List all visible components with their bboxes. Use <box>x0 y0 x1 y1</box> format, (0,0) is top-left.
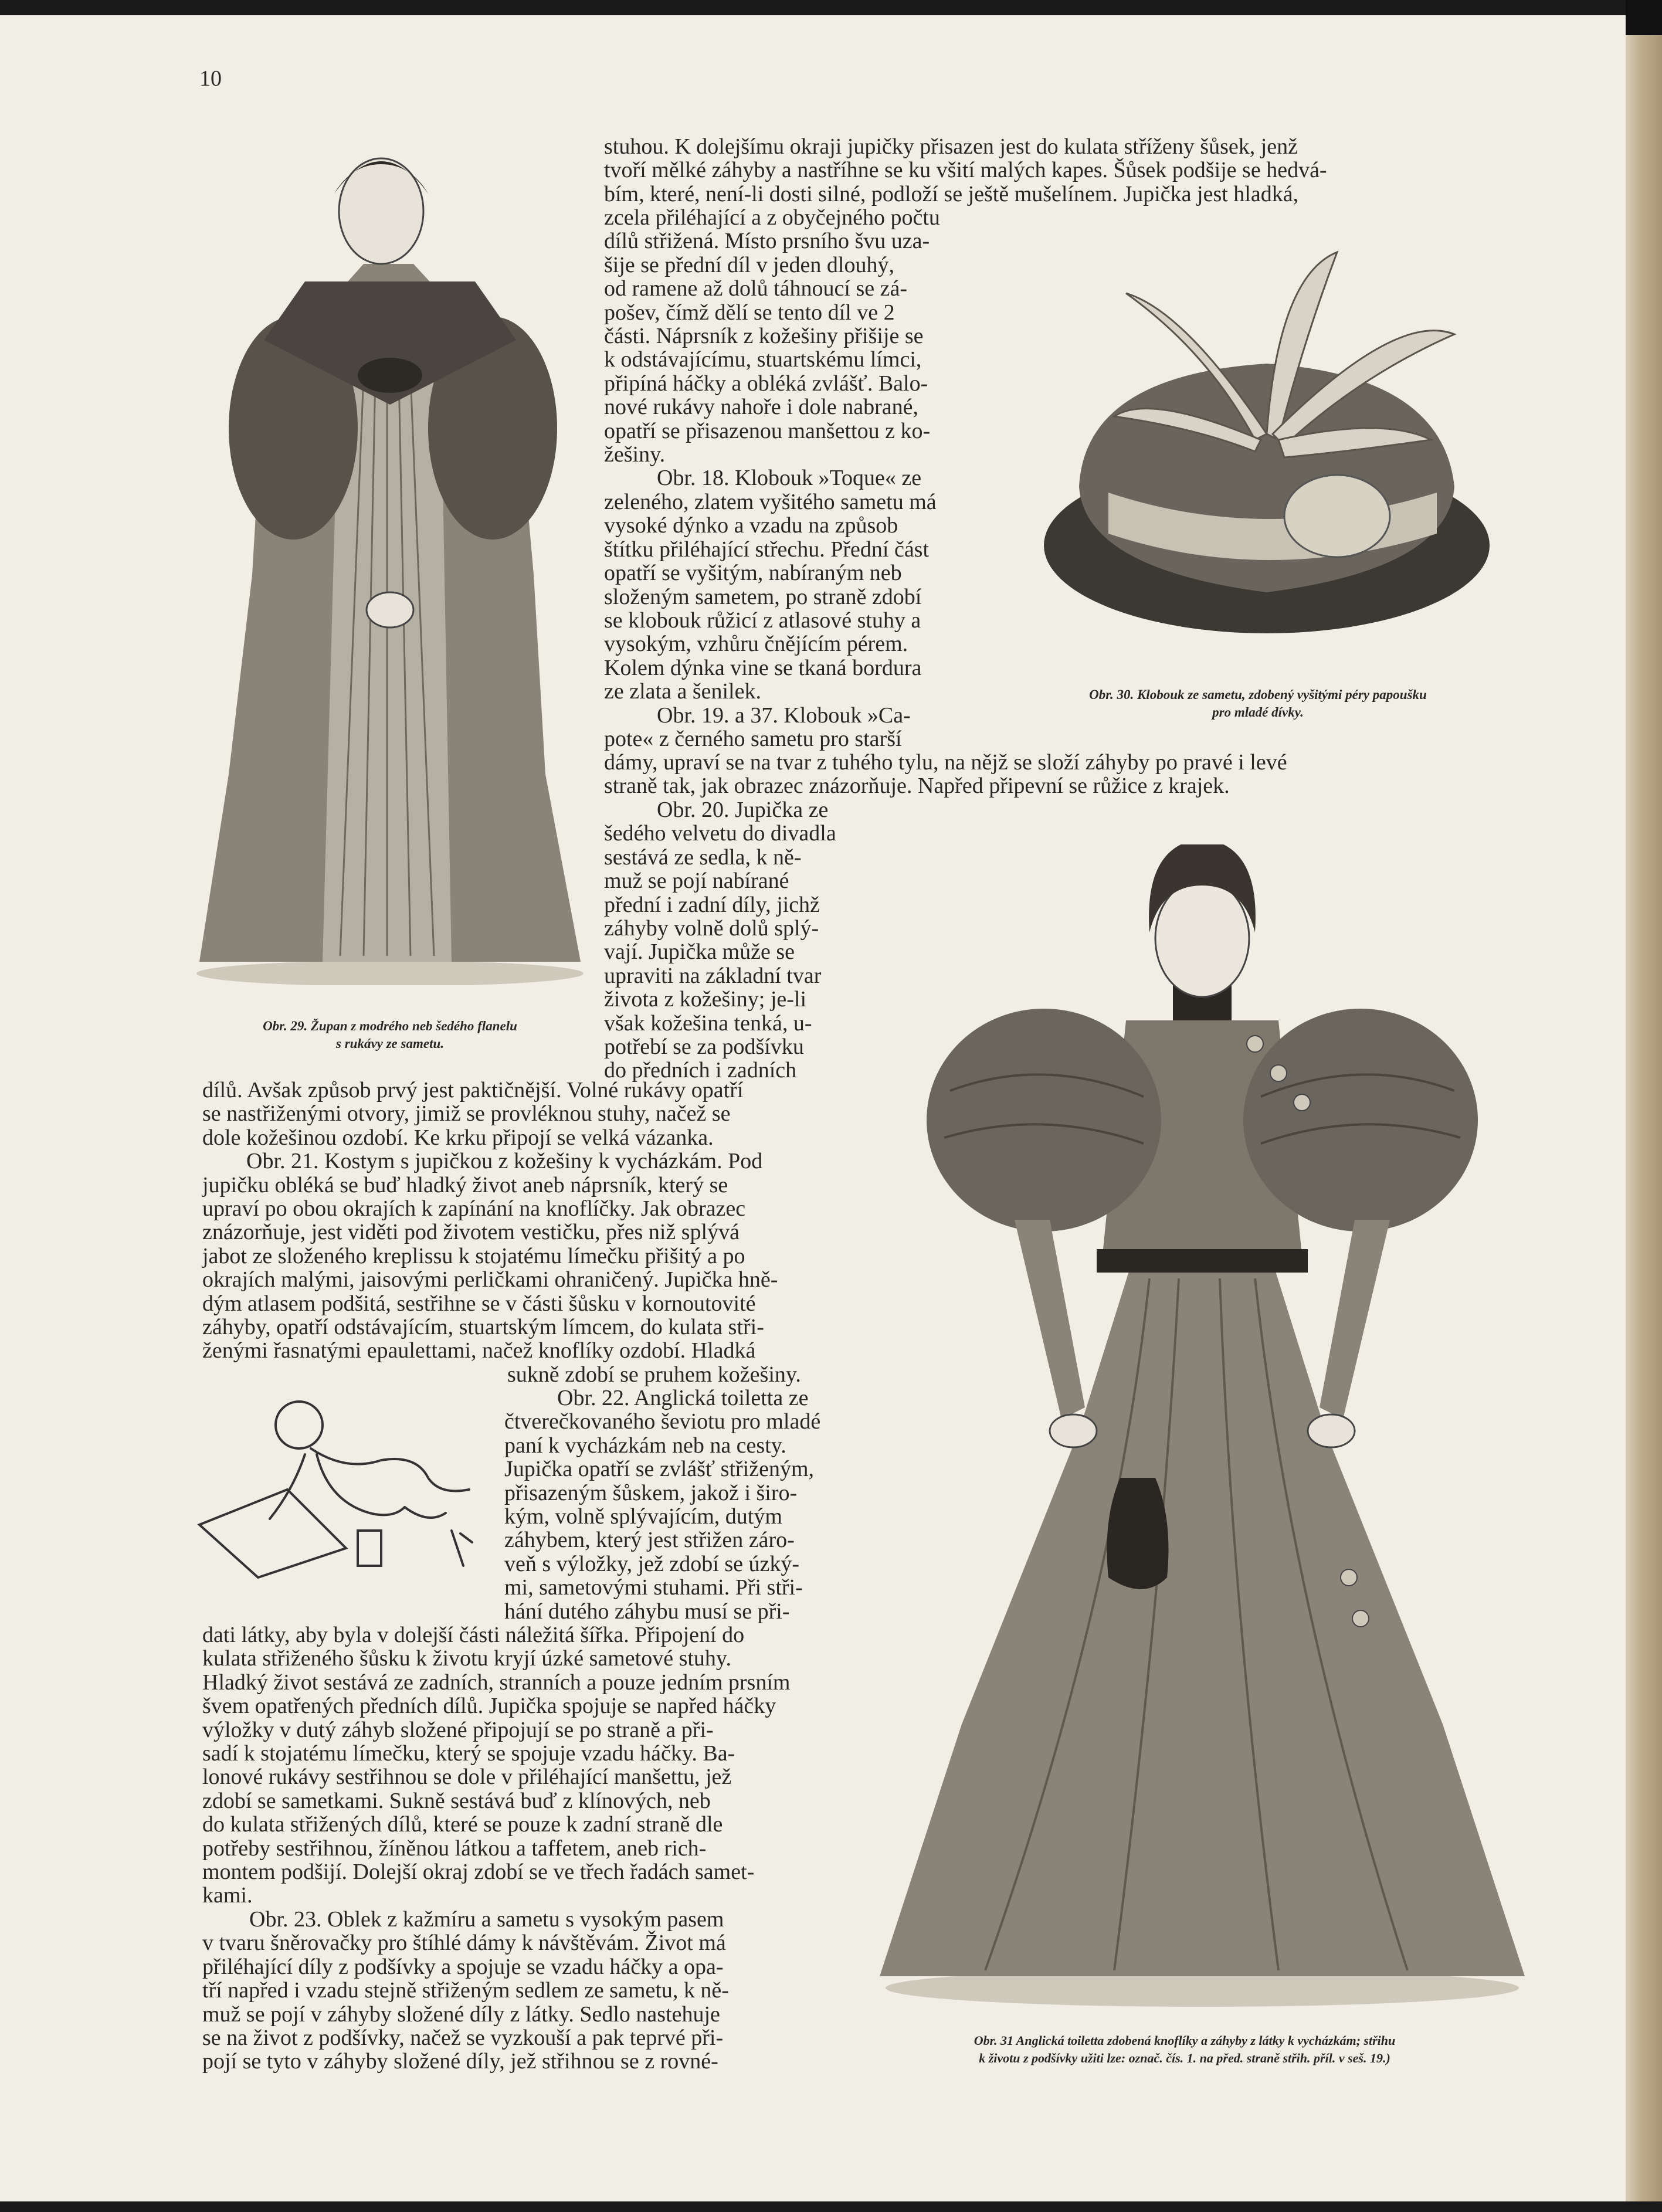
page-corner <box>1626 0 1662 35</box>
text-line: mi, sametovými stuhami. Při stři- <box>504 1575 803 1600</box>
text-line: čtverečkovaného ševiotu pro mladé <box>504 1409 821 1434</box>
text-full2 <box>604 751 1487 798</box>
text-line: však kožešina tenká, u- <box>604 1010 812 1036</box>
text-line: znázorňuje, jest viděti pod životem vestičku, přes niž splývá <box>202 1220 740 1245</box>
text-line: se klobouk růžicí z atlasové stuhy a <box>604 608 921 633</box>
text-line: Kolem dýnka vine se tkaná bordura <box>604 655 922 680</box>
text-line: dole kožešinou ozdobí. Ke krku připojí se velká vázanka. <box>202 1125 714 1150</box>
text-line: kým, volně splývajícím, dutým <box>504 1504 782 1529</box>
text-line: sukně zdobí se pruhem kožešiny. <box>507 1362 801 1387</box>
text-bottom-left <box>202 1623 856 2074</box>
text-line: výložky v dutý záhyb složené připojují se po straně a při- <box>202 1717 714 1742</box>
text-line: tvoří mělké záhyby a nastříhne se ku všití malých kapes. Šůsek podšije se hedvá- <box>604 158 1327 183</box>
text-line: záhybem, který jest střižen záro- <box>504 1528 795 1553</box>
text-line: k odstávajícímu, stuartskému límci, <box>604 347 922 372</box>
text-line: žešiny. <box>604 442 666 467</box>
figure-30-hat <box>1032 240 1490 651</box>
page-top-edge <box>0 0 1662 15</box>
text-line: straně tak, jak obrazec znázorňuje. Napřed připevní se růžice z krajek. <box>604 773 1230 799</box>
figure-child-sketch <box>194 1390 498 1583</box>
text-line: kami. <box>202 1883 253 1908</box>
text-line: ženými řasnatými epaulettami, načež knoflíky ozdobí. Hladká <box>202 1338 756 1363</box>
text-line: zcela přiléhající a z obyčejného počtu <box>604 205 940 230</box>
text-line: v tvaru šněrovačky pro štíhlé dámy k návštěvám. Život má <box>202 1931 726 1956</box>
text-line: vají. Jupička může se <box>604 939 795 965</box>
page-number: 10 <box>199 66 222 91</box>
text-line: Jupička opatří se zvlášť střiženým, <box>504 1457 815 1482</box>
text-col-mid <box>604 206 985 751</box>
text-line: zdobí se sametkami. Sukně sestává buď z klínových, neb <box>202 1788 711 1813</box>
text-line: přisazeným šůskem, jakož i širo- <box>504 1480 798 1505</box>
text-line: zeleného, zlatem vyšitého sametu má <box>604 489 937 514</box>
text-line: připíná háčky a obléká zvlášť. Balo- <box>604 371 928 396</box>
text-line: Obr. 20. Jupička ze <box>657 798 829 822</box>
text-line: sadí k stojatému límečku, který se spojuje vzadu háčky. Ba- <box>202 1741 735 1766</box>
text-line: kulata střiženého šůsku k životu kryjí úzké sametové stuhy. <box>202 1646 731 1671</box>
text-line: dámy, upraví se na tvar z tuhého tylu, na nějž se složí záhyby po pravé i levé <box>604 750 1287 775</box>
text-line: šedého velvetu do divadla <box>604 821 836 846</box>
caption-fig29-line1: Obr. 29. Župan z modrého neb šedého flanelu <box>263 1019 517 1033</box>
text-line: dým atlasem podšitá, sestřihne se v části šůsku v kornoutovité <box>202 1291 756 1316</box>
hat-illustration <box>1032 240 1490 651</box>
text-line: pote« z černého sametu pro starší <box>604 726 902 751</box>
text-line: bím, které, není-li dosti silné, podloží se ještě mušelínem. Jupička jest hladká, <box>604 181 1299 206</box>
text-line: záhyby volně dolů splý- <box>604 916 819 941</box>
page-bottom-edge <box>0 2201 1662 2212</box>
text-line: nové rukávy nahoře i dole nabrané, <box>604 395 919 420</box>
text-line: stuhou. K dolejšímu okraji jupičky přisazen jest do kulata stříženy šůsek, jenž <box>604 134 1298 159</box>
text-line: dati látky, aby byla v dolejší části náležitá šířka. Připojení do <box>202 1623 745 1647</box>
text-left-block <box>202 1078 886 1386</box>
text-line: veň s výložky, jež zdobí se úzký- <box>504 1551 799 1576</box>
text-right-of-sketch <box>504 1386 886 1623</box>
text-line: dílů. Avšak způsob prvý jest paktičnější. Volné rukávy opatří <box>202 1078 744 1102</box>
text-line: okrajích malými, jaisovými perličkami ohraničený. Jupička hně- <box>202 1267 778 1292</box>
text-col-mid2 <box>604 798 886 1083</box>
text-line: tří napřed i vzadu stejně střiženým sedlem ze sametu, k ně- <box>202 1978 729 2003</box>
caption-fig29-line2: s rukávy ze sametu. <box>336 1036 444 1051</box>
text-line: části. Náprsník z kožešiny přišije se <box>604 324 924 349</box>
figure-31-toilette <box>868 844 1536 2011</box>
text-line: upraví po obou okrajích k zapínání na knoflíčky. Jak obrazec <box>202 1196 746 1222</box>
text-line: Obr. 22. Anglická toiletta ze <box>557 1386 809 1410</box>
caption-fig30-line2: pro mladé dívky. <box>1212 705 1304 720</box>
text-line: do předních i zadních <box>604 1058 797 1083</box>
text-line: složeným sametem, po straně zdobí <box>604 584 922 609</box>
text-line: jabot ze složeného kreplissu k stojatému límečku přišitý a po <box>202 1243 745 1268</box>
text-line: Hladký život sestává ze zadních, stranních a pouze jedním prsním <box>202 1670 791 1695</box>
text-line: ze zlata a šenilek. <box>604 679 761 704</box>
text-line: pojí se tyto v záhyby složené díly, jež střihnou se z rovné- <box>202 2049 718 2074</box>
text-line: muž se pojí v záhyby složené díly z látky. Sedlo nastehuje <box>202 2001 720 2027</box>
text-line: Obr. 18. Klobouk »Toque« ze <box>657 466 922 491</box>
robe-illustration <box>188 129 592 985</box>
text-line: pošev, čímž dělí se tento díl ve 2 <box>604 300 895 325</box>
text-line: jupičku obléká se buď hladký život aneb náprsník, který se <box>202 1172 728 1197</box>
caption-fig31-line2: k životu z podšívky užiti lze: označ. čís. 1. na před. straně střih. příl. v seš. 19.) <box>979 2051 1390 2065</box>
text-line: přiléhající díly z podšívky a spojuje se vzadu háčky a opa- <box>202 1954 724 1979</box>
caption-fig30 <box>1009 686 1507 721</box>
child-sketch-illustration <box>194 1390 498 1583</box>
text-line: opatří se přisazenou manšettou z ko- <box>604 418 931 443</box>
text-line: dílů střižená. Místo prsního švu uza- <box>604 229 930 254</box>
toilette-illustration <box>868 844 1536 2011</box>
text-line: Obr. 19. a 37. Klobouk »Ca- <box>657 703 911 728</box>
text-line: přední i zadní díly, jichž <box>604 892 820 917</box>
text-line: hání dutého záhybu musí se při- <box>504 1599 790 1624</box>
text-line: švem opatřených předních dílů. Jupička spojuje se napřed háčky <box>202 1694 776 1719</box>
caption-fig31-line1: Obr. 31 Anglická toiletta zdobená knoflíky a záhyby z látky k vycházkám; střihu <box>974 2033 1396 2048</box>
text-line: opatří se vyšitým, nabíraným neb <box>604 561 902 586</box>
text-line: vysokým, vzhůru čnějícím pérem. <box>604 632 908 657</box>
text-line: od ramene až dolů táhnoucí se zá- <box>604 276 907 301</box>
text-line: potřeby sestřihnou, žíněnou látkou a taffetem, aneb rich- <box>202 1836 707 1861</box>
text-line: Obr. 23. Oblek z kažmíru a sametu s vysokým pasem <box>249 1906 724 1932</box>
text-line: upraviti na základní tvar <box>604 963 822 988</box>
text-line: se nastřiženými otvory, jimiž se provléknou stuhy, načež se <box>202 1101 731 1127</box>
figure-29-robe <box>188 129 592 985</box>
text-line: záhyby, opatří odstávajícím, stuartským límcem, do kulata stři- <box>202 1315 764 1340</box>
text-line: života z kožešiny; je-li <box>604 987 807 1012</box>
text-line: paní k vycházkám neb na cesty. <box>504 1433 786 1458</box>
caption-fig30-line1: Obr. 30. Klobouk ze sametu, zdobený vyšitými péry papoušku <box>1089 687 1427 702</box>
text-line: Obr. 21. Kostym s jupičkou z kožešiny k vycházkám. Pod <box>246 1149 763 1174</box>
text-line: vysoké dýnko a vzadu na způsob <box>604 513 898 538</box>
text-line: muž se pojí nabírané <box>604 868 789 894</box>
text-line: šije se přední díl v jeden dlouhý, <box>604 252 894 277</box>
caption-fig31 <box>844 2032 1525 2067</box>
text-line: montem podšijí. Dolejší okraj zdobí se ve třech řadách samet- <box>202 1860 755 1885</box>
caption-fig29 <box>176 1017 604 1053</box>
text-top-full <box>604 135 1487 206</box>
text-line: lonové rukávy sestřihnou se dole v přiléhající manšettu, jež <box>202 1765 732 1790</box>
text-line: do kulata střižených dílů, které se pouze k zadní straně dle <box>202 1812 723 1837</box>
text-line: sestává ze sedla, k ně- <box>604 844 802 870</box>
page-right-edge <box>1626 0 1662 2212</box>
text-line: se na život z podšívky, načež se vyzkouší a pak teprvé při- <box>202 2025 724 2050</box>
text-line: potřebí se za podšívku <box>604 1034 804 1060</box>
text-line: štítku přiléhající střechu. Přední část <box>604 537 930 562</box>
